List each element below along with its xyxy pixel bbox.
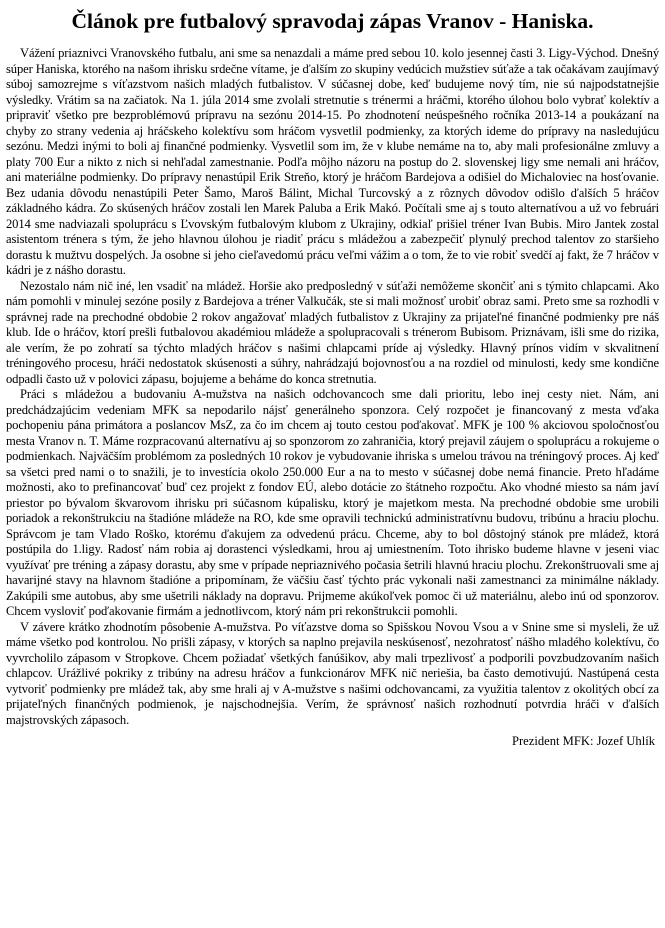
article-title: Článok pre futbalový spravodaj zápas Vranov - Haniska. [71,9,594,33]
article-body [6,46,659,728]
author-signature: Prezident MFK: Jozef Uhlík [511,734,655,748]
article-paragraph: Nezostalo nám nič iné, len vsadiť na mládež. Horšie ako predposledný v súťaži nemôžeme skončiť ani s týmito chlapcami. Ako nám pomohli v minulej sezóne posily z Bardejova a tréner Valkučák, ste si mali možnosť urobiť obraz sami. Preto sme sa rozhodli v správnej rade na prechodné obdobie 2 rokov angažovať mladých futbalistov z Ukrajiny za prijateľné finančné podmienky pre náš klub. Ide o hráčov, ktorí prešli futbalovou akadémiou mládeže a spolupracovali s trénerom Bubisom. Priznávam, išli sme do rizika, ale verím, že po zohratí sa týchto mladých hráčov s našimi chlapcami príde aj výsledky. Hlavný prínos vidím v skvalitnení tréningového procesu, hráči nedostatok skúsenosti a súhry, nahrádzajú bojovnosťou a na rozdiel od minulosti, kedy sme kondične odpadli často už v polovici zápasu, bojujeme a beháme do konca stretnutia. [6,278,659,386]
article-paragraph: Vážení priaznivci Vranovského futbalu, ani sme sa nenazdali a máme pred sebou 10. kolo jesennej časti 3. Ligy-Východ. Dnešný súper Haniska, ktorého na našom ihrisku srdečne vítame, je ďalším zo skupiny vedúcich mužstiev súťaže a tak očakávam zaujímavý súboj samozrejme s víťazstvom našich mladých futbalistov. V súčasnej dobe, keď budujeme nový tím, nie sú najpodstatnejšie výsledky. Vrátim sa na začiatok. Na 1. júla 2014 sme zvolali stretnutie s trénermi a hráčmi, ktorého úlohou bolo vybrať kolektív a pripraviť všetko pre bezproblémovú prípravu na sezónu 2014-15. Po zhodnotení neúspešného ročníka 2013-14 a poukázaní na chyby zo strany vedenia aj hráčskeho kolektívu som hráčom vysvetlil podmienky, za ktorých ideme do prípravy na nasledujúcu sezónu. Medzi inými to boli aj finančné podmienky. Vysvetlil som im, že v klube nemáme na to, aby mali profesionálne zmluvy a platy 700 Eur a nikto z nich si nehľadal zamestnanie. Podľa môjho názoru na postup do 2. slovenskej ligy sme nemali ani hráčov, ani materiálne podmienky. Do prípravy nenastúpil Erik Streňo, ktorý je hráčom Bardejova a odišiel do Michaloviec na hosťovanie. Bez udania dôvodu nenastúpili Peter Šamo, Maroš Bálint, Michal Turcovský a z rôznych dôvodov odišlo ďalších 5 hráčov základného kádra. Zo skúsených hráčov zostali len Marek Paluba a Erik Makó. Počítali sme aj s touto alternatívou a už vo februári 2014 sme nadviazali spoluprácu s Ľvovským futbalovým klubom z Ukrajiny, odkiaľ prišiel tréner Ivan Bubis. Miro Jantek zostal asistentom trénera s tým, že jeho hlavnou úlohou je riadiť prácu s mládežou a zabezpečiť plynulý prechod talentov zo staršieho dorastu k mužtvu dospelých. Ja osobne si jeho cieľavedomú prácu veľmi vážim a o tom, že to vie robiť svedčí aj fakt, že 7 hráčov v kádri je z nášho dorastu. [6,46,659,277]
article-paragraph: Práci s mládežou a budovaniu A-mužstva na našich odchovancoch sme dali prioritu, lebo inej cesty niet. Nám, ani predchádzajúcim vedeniam MFK sa nepodarilo nájsť generálneho sponzora. Celý rozpočet je financovaný z mesta vďaka pochopeniu pána primátora a poslancov MsZ, za čo im chcem aj touto cestou poďakovať. MFK je 100 % akciovou spoločnosťou mesta Vranov n. T. Máme rozpracovanú alternatívu aj so sponzorom zo zahraničia, ktorý prejavil záujem o spoluprácu a rokujeme o podmienkach. Najväčším problémom za posledných 10 rokov je vybudovanie ihriska s umelou trávou na tréningový proces. Aj keď sa všetci pred nami o to snažili, je to investícia okolo 250.000 Eur a na to mesto v súčasnej dobe nemá financie. Preto hľadáme možnosti, ako to prefinancovať buď cez projekt z fondov EÚ, alebo dotácie zo štátneho rozpočtu. Ako vhodné miesto sa nám javí priestor po bývalom škvarovom ihrisku pri súčasnom kúpalisku, ktorý je majetkom mesta. Na prechodné obdobie sme urobili poriadok a rekonštrukciu na štadióne mládeže na RO, kde sme opravili technickú administratívnu budovu, tribúnu a hraciu plochu. Správcom je tam Vlado Roško, ktorému ďakujem za odvedenú prácu. Chceme, aby to bol dôstojný stánok pre mládež, ktorá postúpila do 1.ligy. Radosť nám robia aj dorastenci výsledkami, hrou aj umiestnením. Toto ihrisko budeme hlavne v jeseni viac využívať pre tréning a zápasy dorastu, aby sme v prípade nepriaznivého počasia šetrili hlavnú hraciu plochu. Zrekonštruovali sme aj havarijné stavy na hlavnom štadióne a pripomínam, že väčšiu časť týchto prác vykonali naši zamestnanci za minimálne náklady. Zakúpili sme autobus, aby sme ušetrili náklady na dopravu. Prijmeme akúkoľvek pomoc či už materiálnu, alebo inú od sponzorov. Chcem vysloviť poďakovanie firmám a jednotlivcom, ktorý nám pri rekonštrukcii pomohli. [6,387,659,618]
article-paragraph: V závere krátko zhodnotím pôsobenie A-mužstva. Po víťazstve doma so Spišskou Novou Vsou a v Snine sme si mysleli, že už máme všetko pod kontrolou. No prišli zápasy, v ktorých sa naplno prejavila neskúsenosť, nezohratosť nášho mladého kolektívu, čo vyvrcholilo zápasom v Stropkove. Chcem požiadať všetkých fanúšikov, aby mali trpezlivosť a podporili povzbudzovaním našich chlapcov. Urážlivé pokriky z tribúny na adresu hráčov a funkcionárov MFK nič neriešia, ba často demotivujú. Nastúpená cesta vytvoriť podmienky pre mládež tak, aby sme hrali aj v A-mužstve s našimi odchovancami, za využitia talentov z okolitých obcí za prijateľných finančných podmienok, je najschodnejšia. Verím, že správnosť našich rozhodnutí potvrdia hráči v ďalších majstrovských zápasoch. [6,619,659,727]
